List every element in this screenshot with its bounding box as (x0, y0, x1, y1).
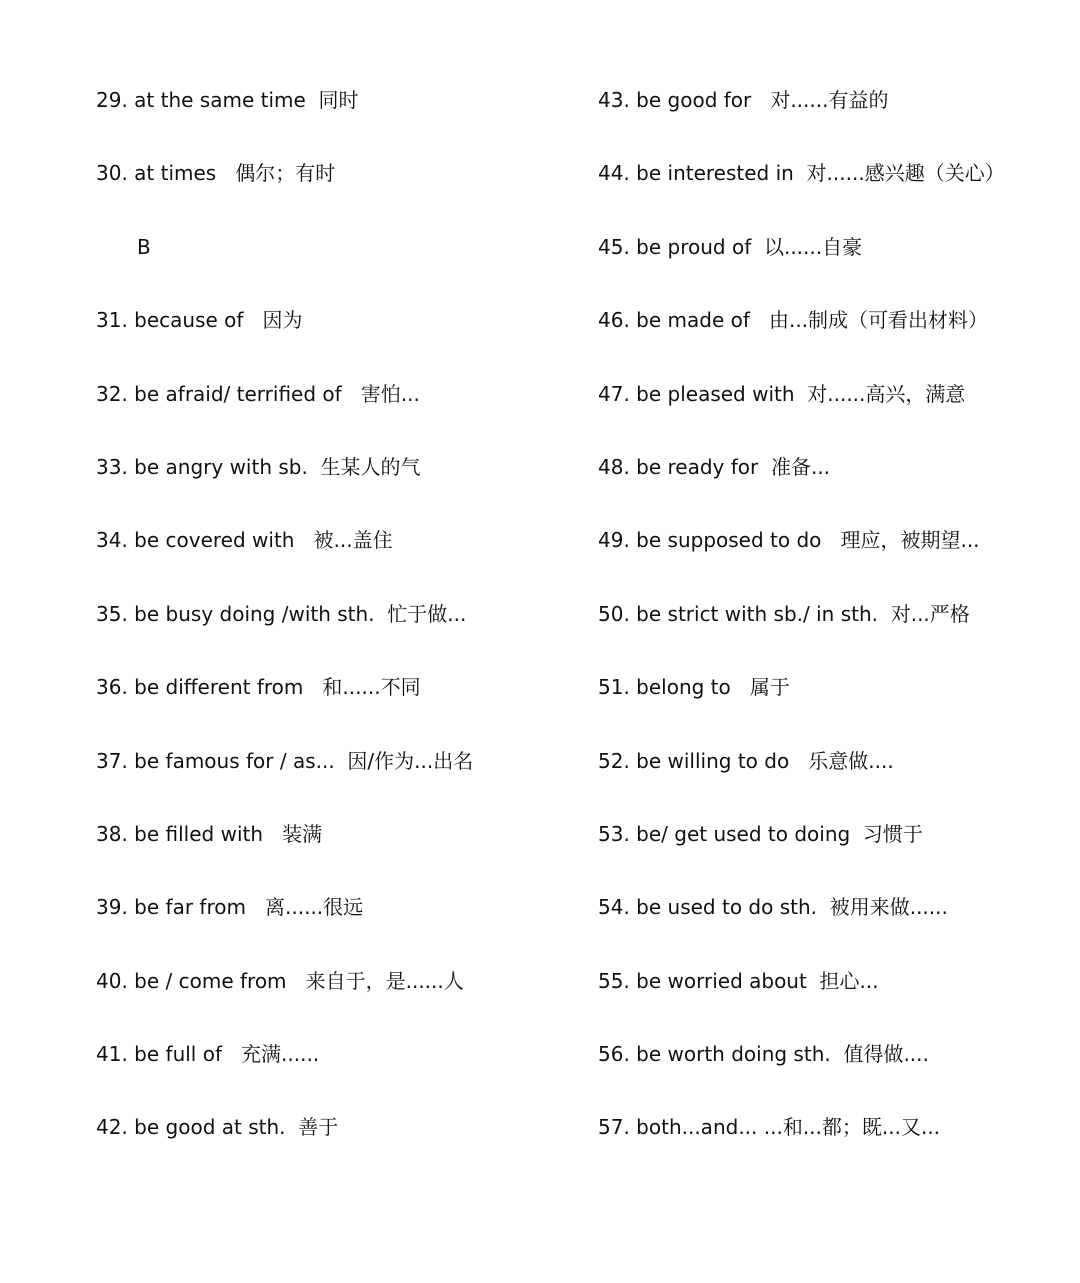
phrase-entry-40: 40. be / come from 来自于，是......人 (96, 968, 464, 993)
right-column (598, 82, 1068, 1183)
phrase-entry-55: 55. be worried about 担心... (598, 968, 879, 993)
phrase-entry-43: 43. be good for 对......有益的 (598, 88, 889, 112)
phrase-entry-33: 33. be angry with sb. 生某人的气 (96, 454, 421, 479)
phrase-entry-36: 36. be different from 和......不同 (96, 675, 421, 700)
left-column (96, 82, 566, 1183)
phrase-entry-30: 30. at times 偶尔；有时 (96, 161, 336, 186)
phrase-entry-49: 49. be supposed to do 理应，被期望... (598, 528, 980, 553)
phrase-entry-35: 35. be busy doing /with sth. 忙于做... (96, 601, 467, 626)
phrase-entry-52: 52. be willing to do 乐意做.... (598, 748, 894, 773)
phrase-entry-53: 53. be/ get used to doing 习惯于 (598, 821, 923, 846)
phrase-entry-50: 50. be strict with sb./ in sth. 对...严格 (598, 601, 970, 626)
phrase-entry-31: 31. because of 因为 (96, 308, 303, 333)
phrase-entry-54: 54. be used to do sth. 被用来做...... (598, 895, 948, 920)
phrase-entry-44: 44. be interested in 对......感兴趣（关心） (598, 161, 1005, 186)
phrase-entry-39: 39. be far from 离......很远 (96, 895, 364, 920)
phrase-entry-41: 41. be full of 充满...... (96, 1042, 320, 1067)
phrase-entry-32: 32. be afraid/ terrified of 害怕... (96, 381, 420, 406)
phrase-entry-34: 34. be covered with 被...盖住 (96, 528, 393, 553)
phrase-entry-38: 38. be filled with 装满 (96, 821, 323, 846)
phrase-entry-46: 46. be made of 由...制成（可看出材料） (598, 308, 989, 333)
phrase-entry-29: 29. at the same time 同时 (96, 88, 359, 112)
phrase-entry-57: 57. both...and... ...和...都；既...又... (598, 1115, 941, 1140)
phrase-entry-45: 45. be proud of 以......自豪 (598, 234, 863, 259)
section-letter-b: B (137, 234, 151, 259)
phrase-entry-42: 42. be good at sth. 善于 (96, 1115, 339, 1140)
phrase-entry-48: 48. be ready for 准备... (598, 454, 831, 479)
phrase-entry-51: 51. belong to 属于 (598, 675, 790, 700)
phrase-entry-47: 47. be pleased with 对......高兴，满意 (598, 381, 966, 406)
phrase-entry-37: 37. be famous for / as... 因/作为...出名 (96, 748, 474, 773)
phrase-entry-56: 56. be worth doing sth. 值得做.... (598, 1042, 929, 1067)
